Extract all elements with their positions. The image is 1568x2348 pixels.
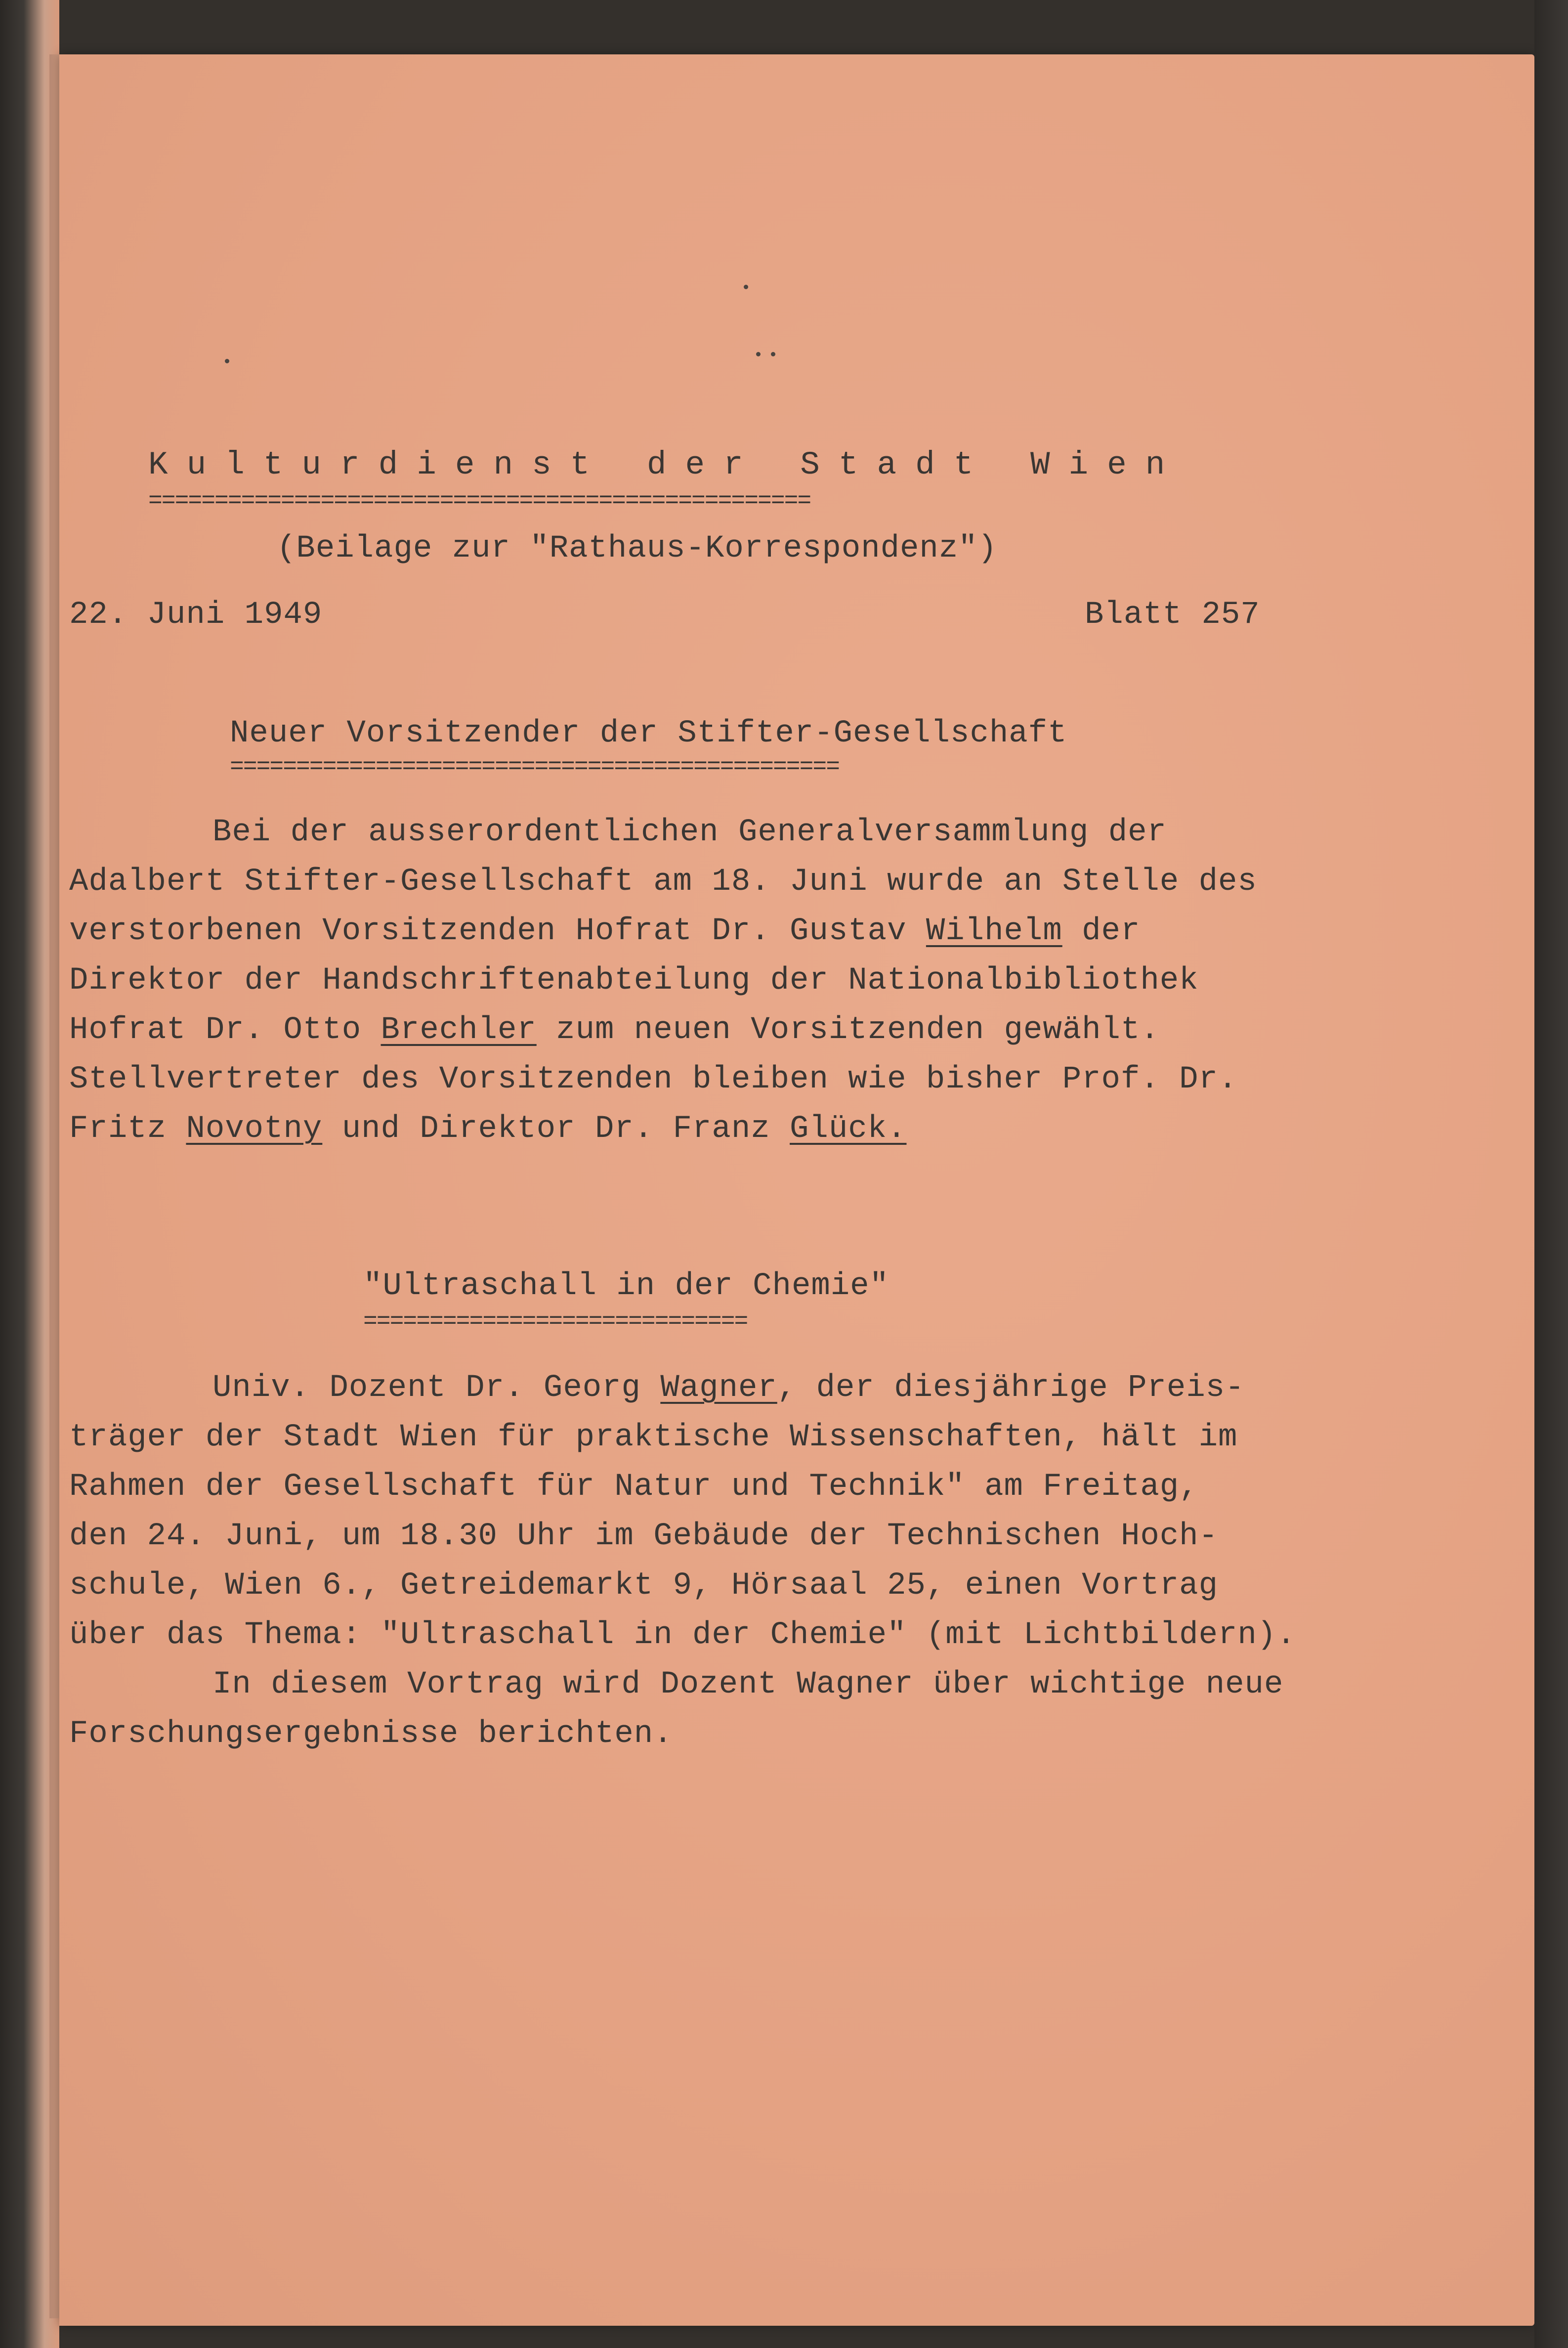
- ink-dot: [225, 359, 229, 363]
- article-line: verstorbenen Vorsitzenden Hofrat Dr. Gustav Wilhelm der: [69, 913, 1141, 949]
- masthead-title: Kulturdienst der Stadt Wien: [148, 446, 1184, 483]
- masthead-subtitle: (Beilage zur "Rathaus-Korrespondenz"): [277, 531, 998, 566]
- ink-dot: [771, 352, 775, 356]
- person-name: Wilhelm: [926, 913, 1062, 949]
- article-line: über das Thema: "Ultraschall in der Chemie" (mit Lichtbildern).: [69, 1617, 1296, 1653]
- article-heading-rule: ==============================================: [230, 755, 840, 779]
- ink-dot: [756, 352, 761, 356]
- person-name: Brechler: [381, 1012, 537, 1048]
- article-line: Direktor der Handschriftenabteilung der Nationalbibliothek: [69, 963, 1199, 999]
- article-line: Stellvertreter des Vorsitzenden bleiben wie bisher Prof. Dr.: [69, 1062, 1238, 1097]
- article-line: Bei der ausserordentlichen Generalversammlung der: [212, 815, 1167, 850]
- person-name: Wagner: [660, 1370, 777, 1406]
- document-page: [59, 54, 1534, 2326]
- article-heading: Neuer Vorsitzender der Stifter-Gesellschaft: [230, 716, 1067, 751]
- sheet-number: Blatt 257: [1085, 597, 1260, 633]
- article-line: In diesem Vortrag wird Dozent Wagner über wichtige neue: [212, 1667, 1284, 1702]
- article-line: Fritz Novotny und Direktor Dr. Franz Glück.: [69, 1111, 907, 1147]
- person-name: Novotny: [186, 1111, 323, 1147]
- masthead-title-rule: ==================================================: [148, 489, 811, 513]
- article-heading: "Ultraschall in der Chemie": [363, 1268, 889, 1304]
- article-line: Rahmen der Gesellschaft für Natur und Technik" am Freitag,: [69, 1469, 1199, 1505]
- article-heading-rule: =============================: [363, 1310, 748, 1334]
- scan-border: [1534, 0, 1568, 2348]
- article-line: Hofrat Dr. Otto Brechler zum neuen Vorsitzenden gewählt.: [69, 1012, 1160, 1048]
- article-line: den 24. Juni, um 18.30 Uhr im Gebäude der Technischen Hoch-: [69, 1519, 1218, 1554]
- ink-dot: [744, 285, 748, 289]
- article-line: schule, Wien 6., Getreidemarkt 9, Hörsaal 25, einen Vortrag: [69, 1568, 1218, 1604]
- article-line: Forschungsergebnisse berichten.: [69, 1716, 673, 1752]
- issue-date: 22. Juni 1949: [69, 597, 323, 633]
- person-name: Glück.: [790, 1111, 907, 1147]
- article-line: Adalbert Stifter-Gesellschaft am 18. Juni wurde an Stelle des: [69, 864, 1257, 900]
- article-line: Univ. Dozent Dr. Georg Wagner, der diesjährige Preis-: [212, 1370, 1245, 1406]
- article-line: träger der Stadt Wien für praktische Wissenschaften, hält im: [69, 1420, 1238, 1455]
